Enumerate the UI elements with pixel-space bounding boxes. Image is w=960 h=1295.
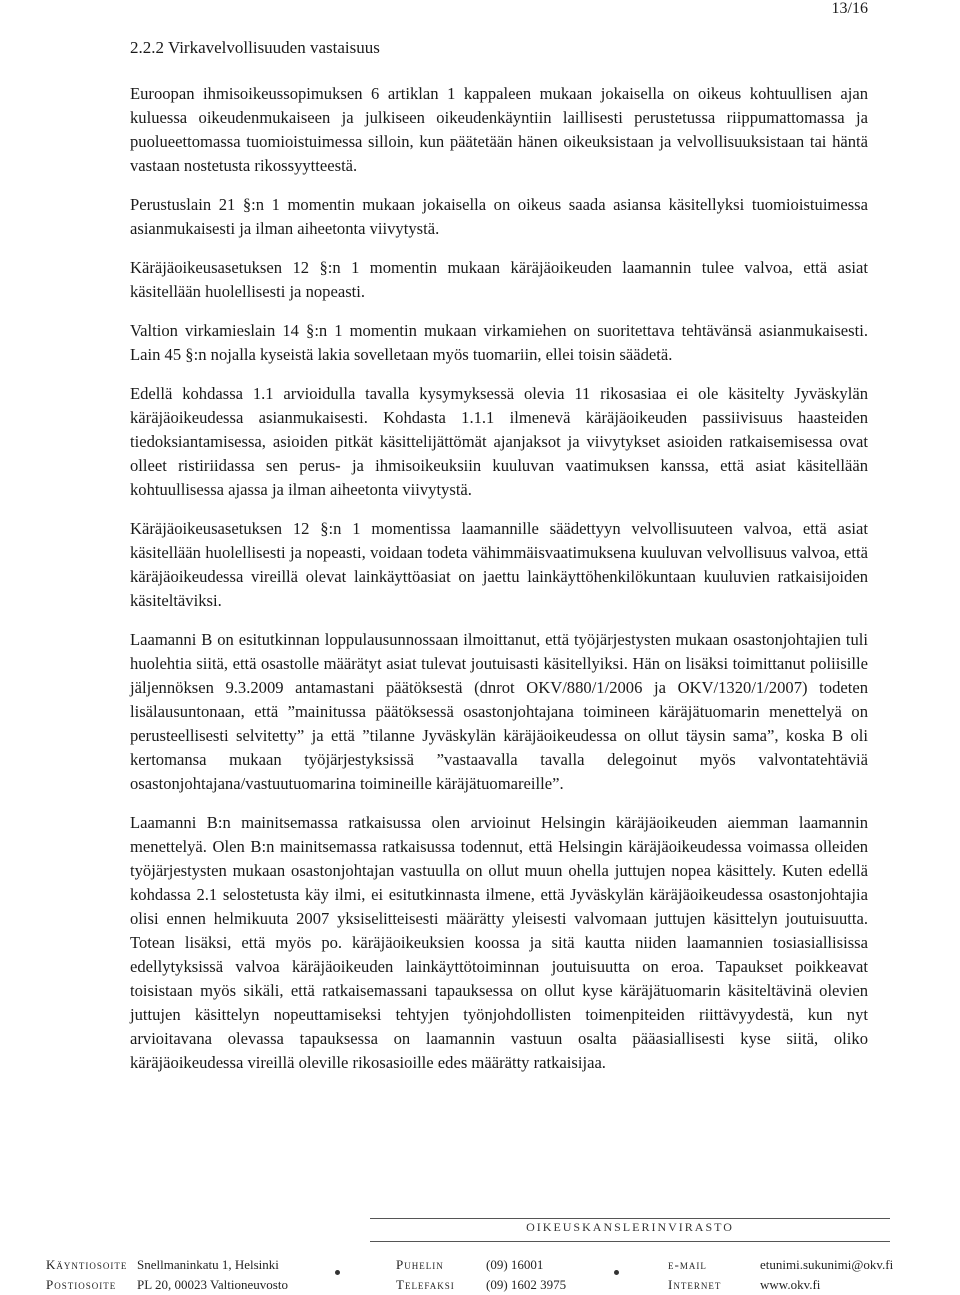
- footer-address-values: [137, 1255, 288, 1295]
- visiting-address-label: Käyntiosoite: [46, 1257, 128, 1272]
- email-label: e-mail: [668, 1257, 707, 1272]
- footer-phone-values: [486, 1255, 566, 1295]
- paragraph: Laamanni B:n mainitsemassa ratkaisussa olen arvioinut Helsingin käräjäoikeuden aiemman laamannin menettelyä. Olen B:n mainitsemassa ratkaisussa todennut, että Helsingin käräjäoikeudessa voimassa olleiden työjärjestysten mukaan osastonjohtajan vastuulla on ollut muun ohella juttujen nopea käsittely. Kuten edellä kohdassa 2.1 selostetusta käy ilmi, ei esitutkinnasta ilmene, että Jyväskylän käräjäoikeudessa osastonjohtajia olisi ennen helmikuuta 2007 yksiselitteisesti määrätty yleisesti valvomaan juttujen käsittelyn joutuisuutta. Totean lisäksi, että myös po. käräjäoikeuksien koossa ja sitä kautta niiden laamannien tosiasiallisissa edellytyksissä valvoa käräjäoikeuden lainkäyttötoiminnan joutuisuutta on eroa. Tapaukset poikkeavat toisistaan myös sikäli, että ratkaisemassani tapauksessa on ollut kyse käräjätuomarin käsiteltävinä olevien juttujen käsittelyn nopeuttamiseksi tehtyjen työnjohdollisten toimenpiteiden riittävyydestä, kun nyt arvioitavana olevassa tapauksessa on laamannin vastuun osalta pääasiallisesti kyse siitä, oliko käräjäoikeudessa vireillä oleville rikosasioille edes määrätty ratkaisijaa.: [130, 813, 868, 1072]
- visiting-address: Snellmaninkatu 1, Helsinki: [137, 1257, 279, 1272]
- paragraph: Laamanni B on esitutkinnan loppulausunnossaan ilmoittanut, että työjärjestysten mukaan osastonjohtajien tuli huolehtia siitä, että osastolle määrätyt asiat tulevat joutuisasti käsitellyiksi. Hän on lisäksi toimittanut poliisille jäljennöksen 9.3.2009 antamastani päätöksestä (dnrot OKV/880/1/2006 ja OKV/1320/1/2007) todeten lisälausuntonaan, että ”mainitussa päätöksessä osastonjohtajana toimineen käräjätuomarin menettelyä on perusteellisesti selvitetty” ja että ”tilanne Jyväskylän käräjäoikeudessa on ollut täysin sama”, koska B oli kertomansa mukaan työjärjestyksissä ”vastaavalla tavalla delegoinut myös valvontatehtäviä osastonjohtajana/vastuutuomarina toimineille käräjätuomareille”.: [130, 630, 868, 793]
- fax-label: Telefaksi: [396, 1277, 455, 1292]
- page-number: 13/16: [831, 0, 868, 17]
- paragraph: Valtion virkamieslain 14 §:n 1 momentin mukaan virkamiehen on suoritettava tehtävänsä asianmukaisesti. Lain 45 §:n nojalla kyseistä lakia sovelletaan myös tuomariin, ellei toisin säädetä.: [130, 321, 868, 364]
- fax-number: (09) 1602 3975: [486, 1277, 567, 1292]
- footer-contact-values: [760, 1255, 893, 1295]
- section-heading: 2.2.2 Virkavelvollisuuden vastaisuus: [130, 38, 380, 57]
- footer-contact-labels: [668, 1255, 721, 1295]
- separator-dot: [335, 1270, 340, 1275]
- footer-address-labels: [46, 1255, 127, 1295]
- internet-label: Internet: [668, 1277, 722, 1292]
- footer-divider-top: [370, 1218, 890, 1219]
- document-body: [130, 82, 868, 1090]
- email-link[interactable]: etunimi.sukunimi@okv.fi: [760, 1257, 894, 1272]
- paragraph: Euroopan ihmisoikeussopimuksen 6 artiklan 1 kappaleen mukaan jokaisella on oikeus kohtuullisen ajan kuluessa oikeudenmukaiseen ja julkiseen oikeudenkäyntiin laillisesti perustetussa riippumattomassa ja puolueettomassa tuomioistuimessa silloin, kun päätetään hänen oikeuksistaan ja velvollisuuksistaan tai häntä vastaan nostetusta rikossyytteestä.: [130, 84, 868, 175]
- footer-organization: OIKEUSKANSLERINVIRASTO: [526, 1220, 734, 1234]
- paragraph: Perustuslain 21 §:n 1 momentin mukaan jokaisella on oikeus saada asiansa käsitellyksi tuomioistuimessa asianmukaisesti ja ilman aiheetonta viivytystä.: [130, 195, 868, 238]
- postal-address: PL 20, 00023 Valtioneuvosto: [137, 1277, 288, 1292]
- website-link[interactable]: www.okv.fi: [760, 1277, 821, 1292]
- postal-address-label: Postiosoite: [46, 1277, 117, 1292]
- paragraph: Edellä kohdassa 1.1 arvioidulla tavalla kysymyksessä olevia 11 rikosasiaa ei ole käsitelty Jyväskylän käräjäoikeudessa asianmukaisesti. Kohdasta 1.1.1 ilmenevä käräjäoikeuden passiivisuus haasteiden tiedoksiantamisessa, asioiden pitkät käsittelijättömät ajanjaksot ja viivytykset asioiden ratkaisemisessa ovat olleet ristiriidassa sen perus- ja ihmisoikeuksiin kuuluvan vaatimuksen kanssa, että asiat käsitellään kohtuullisessa ajassa ja ilman aiheetonta viivytystä.: [130, 384, 868, 499]
- phone-label: Puhelin: [396, 1257, 444, 1272]
- phone-number: (09) 16001: [486, 1257, 544, 1272]
- footer-phone-labels: [396, 1255, 455, 1295]
- paragraph: Käräjäoikeusasetuksen 12 §:n 1 momentissa laamannille säädettyyn velvollisuuteen valvoa, että asiat käsitellään huolellisesti ja nopeasti, voidaan todeta vähimmäisvaatimuksena kuuluvan velvollisuus valvoa, että käräjäoikeudessa vireillä olevat lainkäyttöasiat on jaettu lainkäyttöhenkilökuntaan kuuluvien ratkaisijoiden käsiteltäviksi.: [130, 519, 868, 610]
- separator-dot: [614, 1270, 619, 1275]
- paragraph: Käräjäoikeusasetuksen 12 §:n 1 momentin mukaan käräjäoikeuden laamannin tulee valvoa, että asiat käsitellään huolellisesti ja nopeasti.: [130, 258, 868, 301]
- footer-divider-bottom: [370, 1241, 890, 1242]
